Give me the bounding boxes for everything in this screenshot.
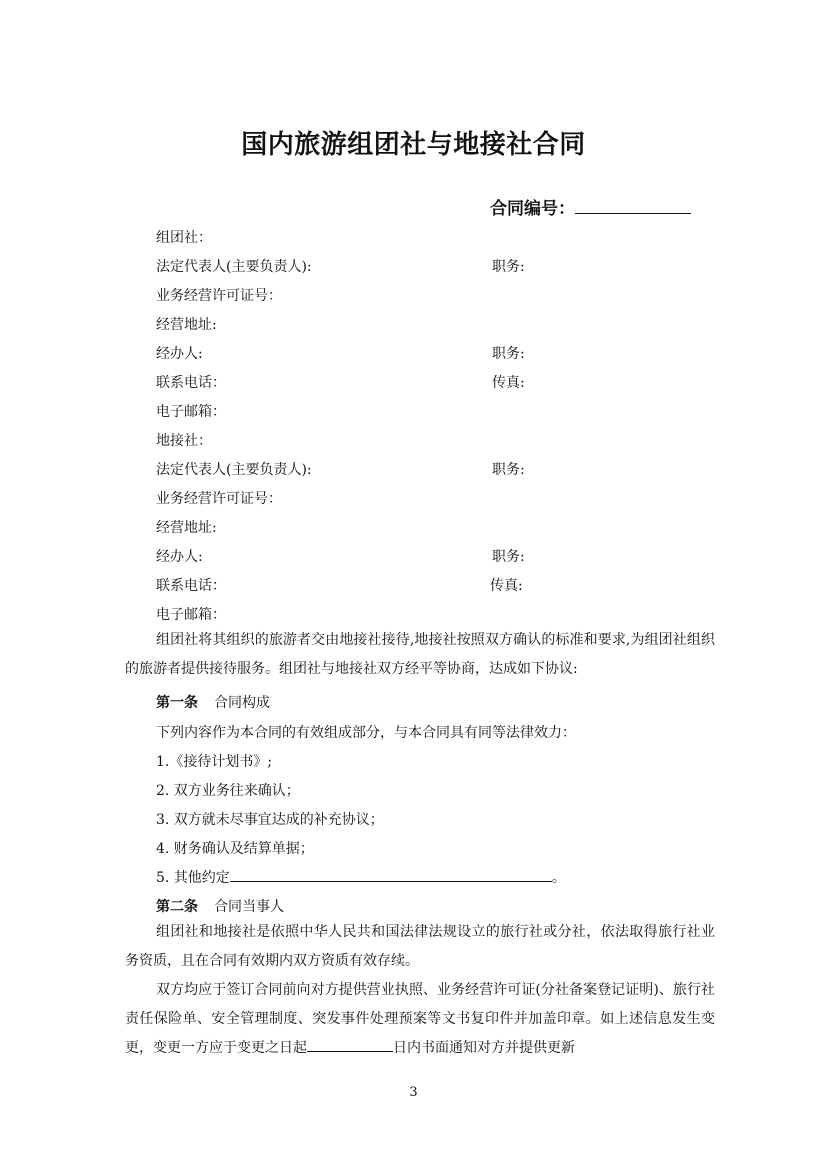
article1-item-5 (156, 867, 566, 887)
organizer-handler-title: 职务: (492, 346, 525, 362)
local-legal-rep: 法定代表人(主要负责人): (156, 462, 312, 478)
local-phone: 联系电话： (156, 578, 226, 594)
article1-title: 合同构成 (214, 695, 270, 711)
local-legal-rep-row (156, 459, 525, 479)
contract-number-blank (575, 195, 691, 214)
organizer-license: 业务经营许可证号： (156, 288, 282, 304)
local-handler-title: 职务: (492, 549, 525, 565)
article1-item-1: 1.《接待计划书》; (156, 754, 273, 770)
organizer-name: 组团社： (156, 230, 212, 246)
page-number: 3 (409, 1085, 418, 1100)
article1-item-2: 2. 双方业务往来确认； (156, 783, 300, 799)
contract-number (490, 194, 691, 219)
local-email: 电子邮箱： (156, 607, 226, 623)
article2-paragraph-2-end: 日内书面通知对方并提供更新 (393, 1040, 575, 1056)
article2-paragraph-2-text: 双方均应于签订合同前向对方提供营业执照、业务经营许可证(分社备案登记证明)、旅行社责任保险单、安全管理制度、突发事件处理预案等文书复印件并加盖印章。如上述信息发生变更，变更一方应于变更之日起 (125, 982, 715, 1056)
local-legal-rep-title: 职务: (492, 462, 525, 478)
article1-number: 第一条 (156, 695, 198, 711)
organizer-phone: 联系电话： (156, 375, 226, 391)
organizer-legal-rep-title: 职务: (492, 259, 525, 275)
organizer-handler: 经办人: (156, 346, 203, 362)
article1-item-5-label: 5. 其他约定 (156, 870, 230, 886)
local-phone-row (156, 575, 523, 595)
local-handler-row (156, 546, 525, 566)
notice-days-blank (307, 1037, 393, 1052)
article2-title: 合同当事人 (214, 899, 284, 915)
organizer-legal-rep: 法定代表人(主要负责人): (156, 259, 312, 275)
article2-paragraph-1: 组团社和地接社是依照中华人民共和国法律法规设立的旅行社或分社，依法取得旅行社业务资质，且在合同有效期内双方资质有效存续。 (125, 924, 715, 969)
organizer-handler-row (156, 343, 525, 363)
article1-lead: 下列内容作为本合同的有效组成部分，与本合同具有同等法律效力： (156, 725, 576, 741)
organizer-address: 经营地址: (156, 317, 217, 333)
contract-number-label: 合同编号： (490, 199, 575, 219)
local-handler: 经办人: (156, 549, 203, 565)
organizer-email: 电子邮箱： (156, 404, 226, 420)
intro-paragraph: 组团社将其组织的旅游者交由地接社接待,地接社按照双方确认的标准和要求,为组团社组织的旅游者提供接待服务。组团社与地接社双方经平等协商，达成如下协议: (125, 632, 715, 677)
article2-number: 第二条 (156, 899, 198, 915)
document-title: 国内旅游组团社与地接社合同 (241, 130, 586, 160)
local-license: 业务经营许可证号： (156, 491, 282, 507)
other-terms-blank (230, 867, 552, 882)
organizer-legal-rep-row (156, 256, 525, 276)
article1-item-4: 4. 财务确认及结算单据； (156, 841, 314, 857)
organizer-phone-row (156, 372, 525, 392)
article2-paragraph-2 (125, 976, 715, 1063)
article1-item-3: 3. 双方就未尽事宜达成的补充协议； (156, 812, 384, 828)
article1-item-5-end: 。 (551, 870, 566, 886)
organizer-fax: 传真: (492, 375, 525, 391)
local-address: 经营地址: (156, 520, 217, 536)
article1-heading (156, 692, 270, 712)
local-name: 地接社： (156, 433, 212, 449)
local-fax: 传真: (490, 578, 523, 594)
article2-heading (156, 896, 284, 916)
